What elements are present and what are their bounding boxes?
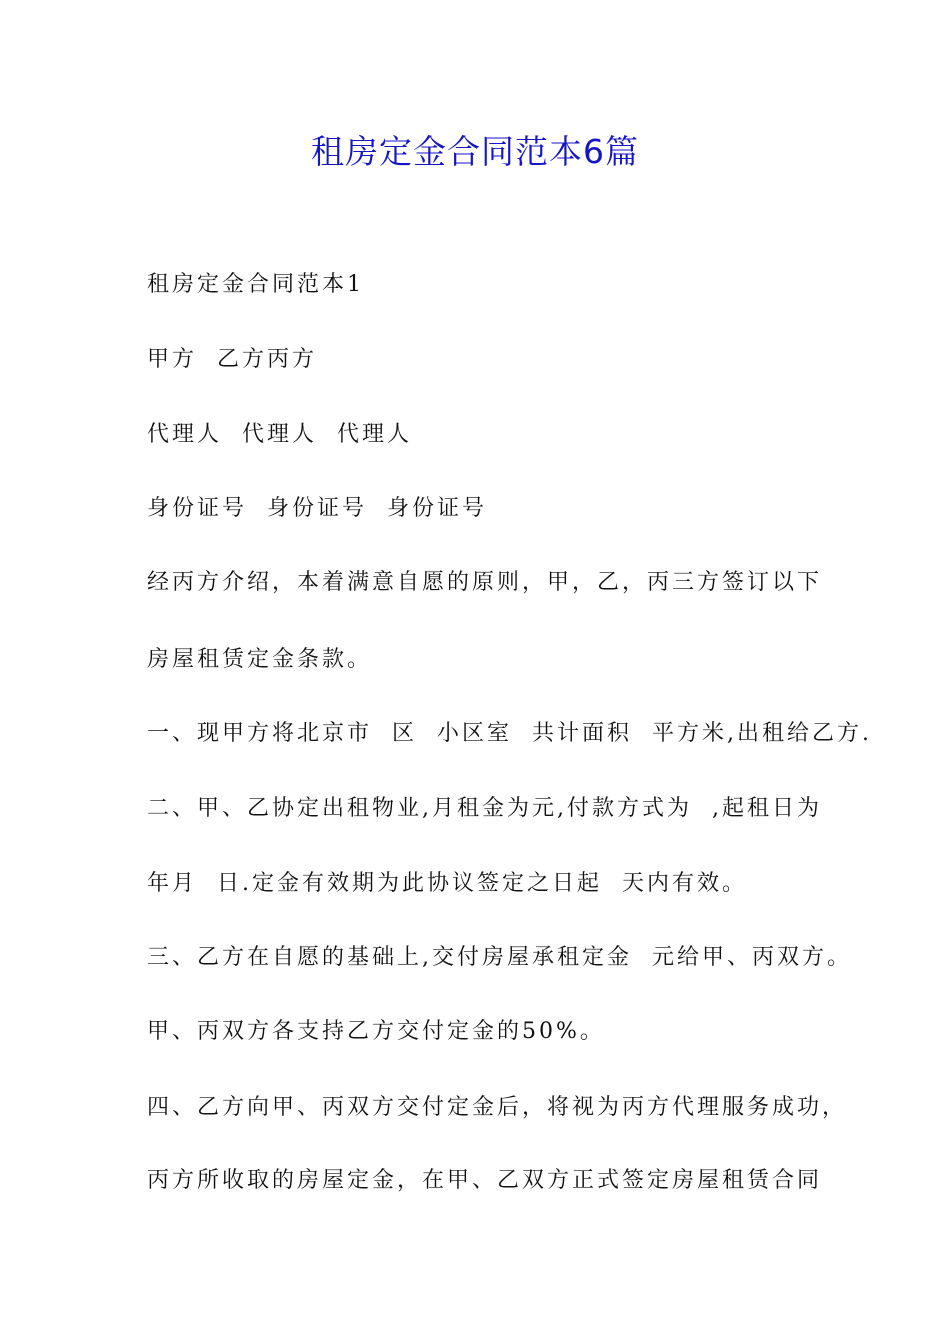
- clause-3: 三、乙方在自愿的基础上,交付房屋承租定金 元给甲、丙双方。: [147, 945, 852, 970]
- clause-4: 四、乙方向甲、丙双方交付定金后，将视为丙方代理服务成功，: [147, 1095, 848, 1120]
- document-title: 租房定金合同范本6篇: [311, 132, 639, 171]
- agent-line: 代理人 代理人 代理人: [147, 422, 412, 447]
- clause-1: 一、现甲方将北京市 区 小区室 共计面积 平方米,出租给乙方.: [147, 721, 872, 746]
- id-number-line: 身份证号 身份证号 身份证号: [147, 496, 487, 521]
- contract-heading: 租房定金合同范本1: [147, 272, 364, 297]
- paragraph-line: 丙方所收取的房屋定金，在甲、乙双方正式签定房屋租赁合同: [147, 1168, 823, 1193]
- paragraph-line: 年月 日.定金有效期为此协议签定之日起 天内有效。: [147, 871, 747, 896]
- paragraph-line: 经丙方介绍，本着满意自愿的原则，甲，乙，丙三方签订以下: [147, 570, 823, 595]
- party-line: 甲方 乙方丙方: [147, 347, 317, 372]
- paragraph-line: 甲、丙双方各支持乙方交付定金的50%。: [147, 1019, 605, 1044]
- paragraph-line: 房屋租赁定金条款。: [147, 647, 373, 672]
- clause-2: 二、甲、乙协定出租物业,月租金为元,付款方式为 ,起租日为: [147, 796, 822, 821]
